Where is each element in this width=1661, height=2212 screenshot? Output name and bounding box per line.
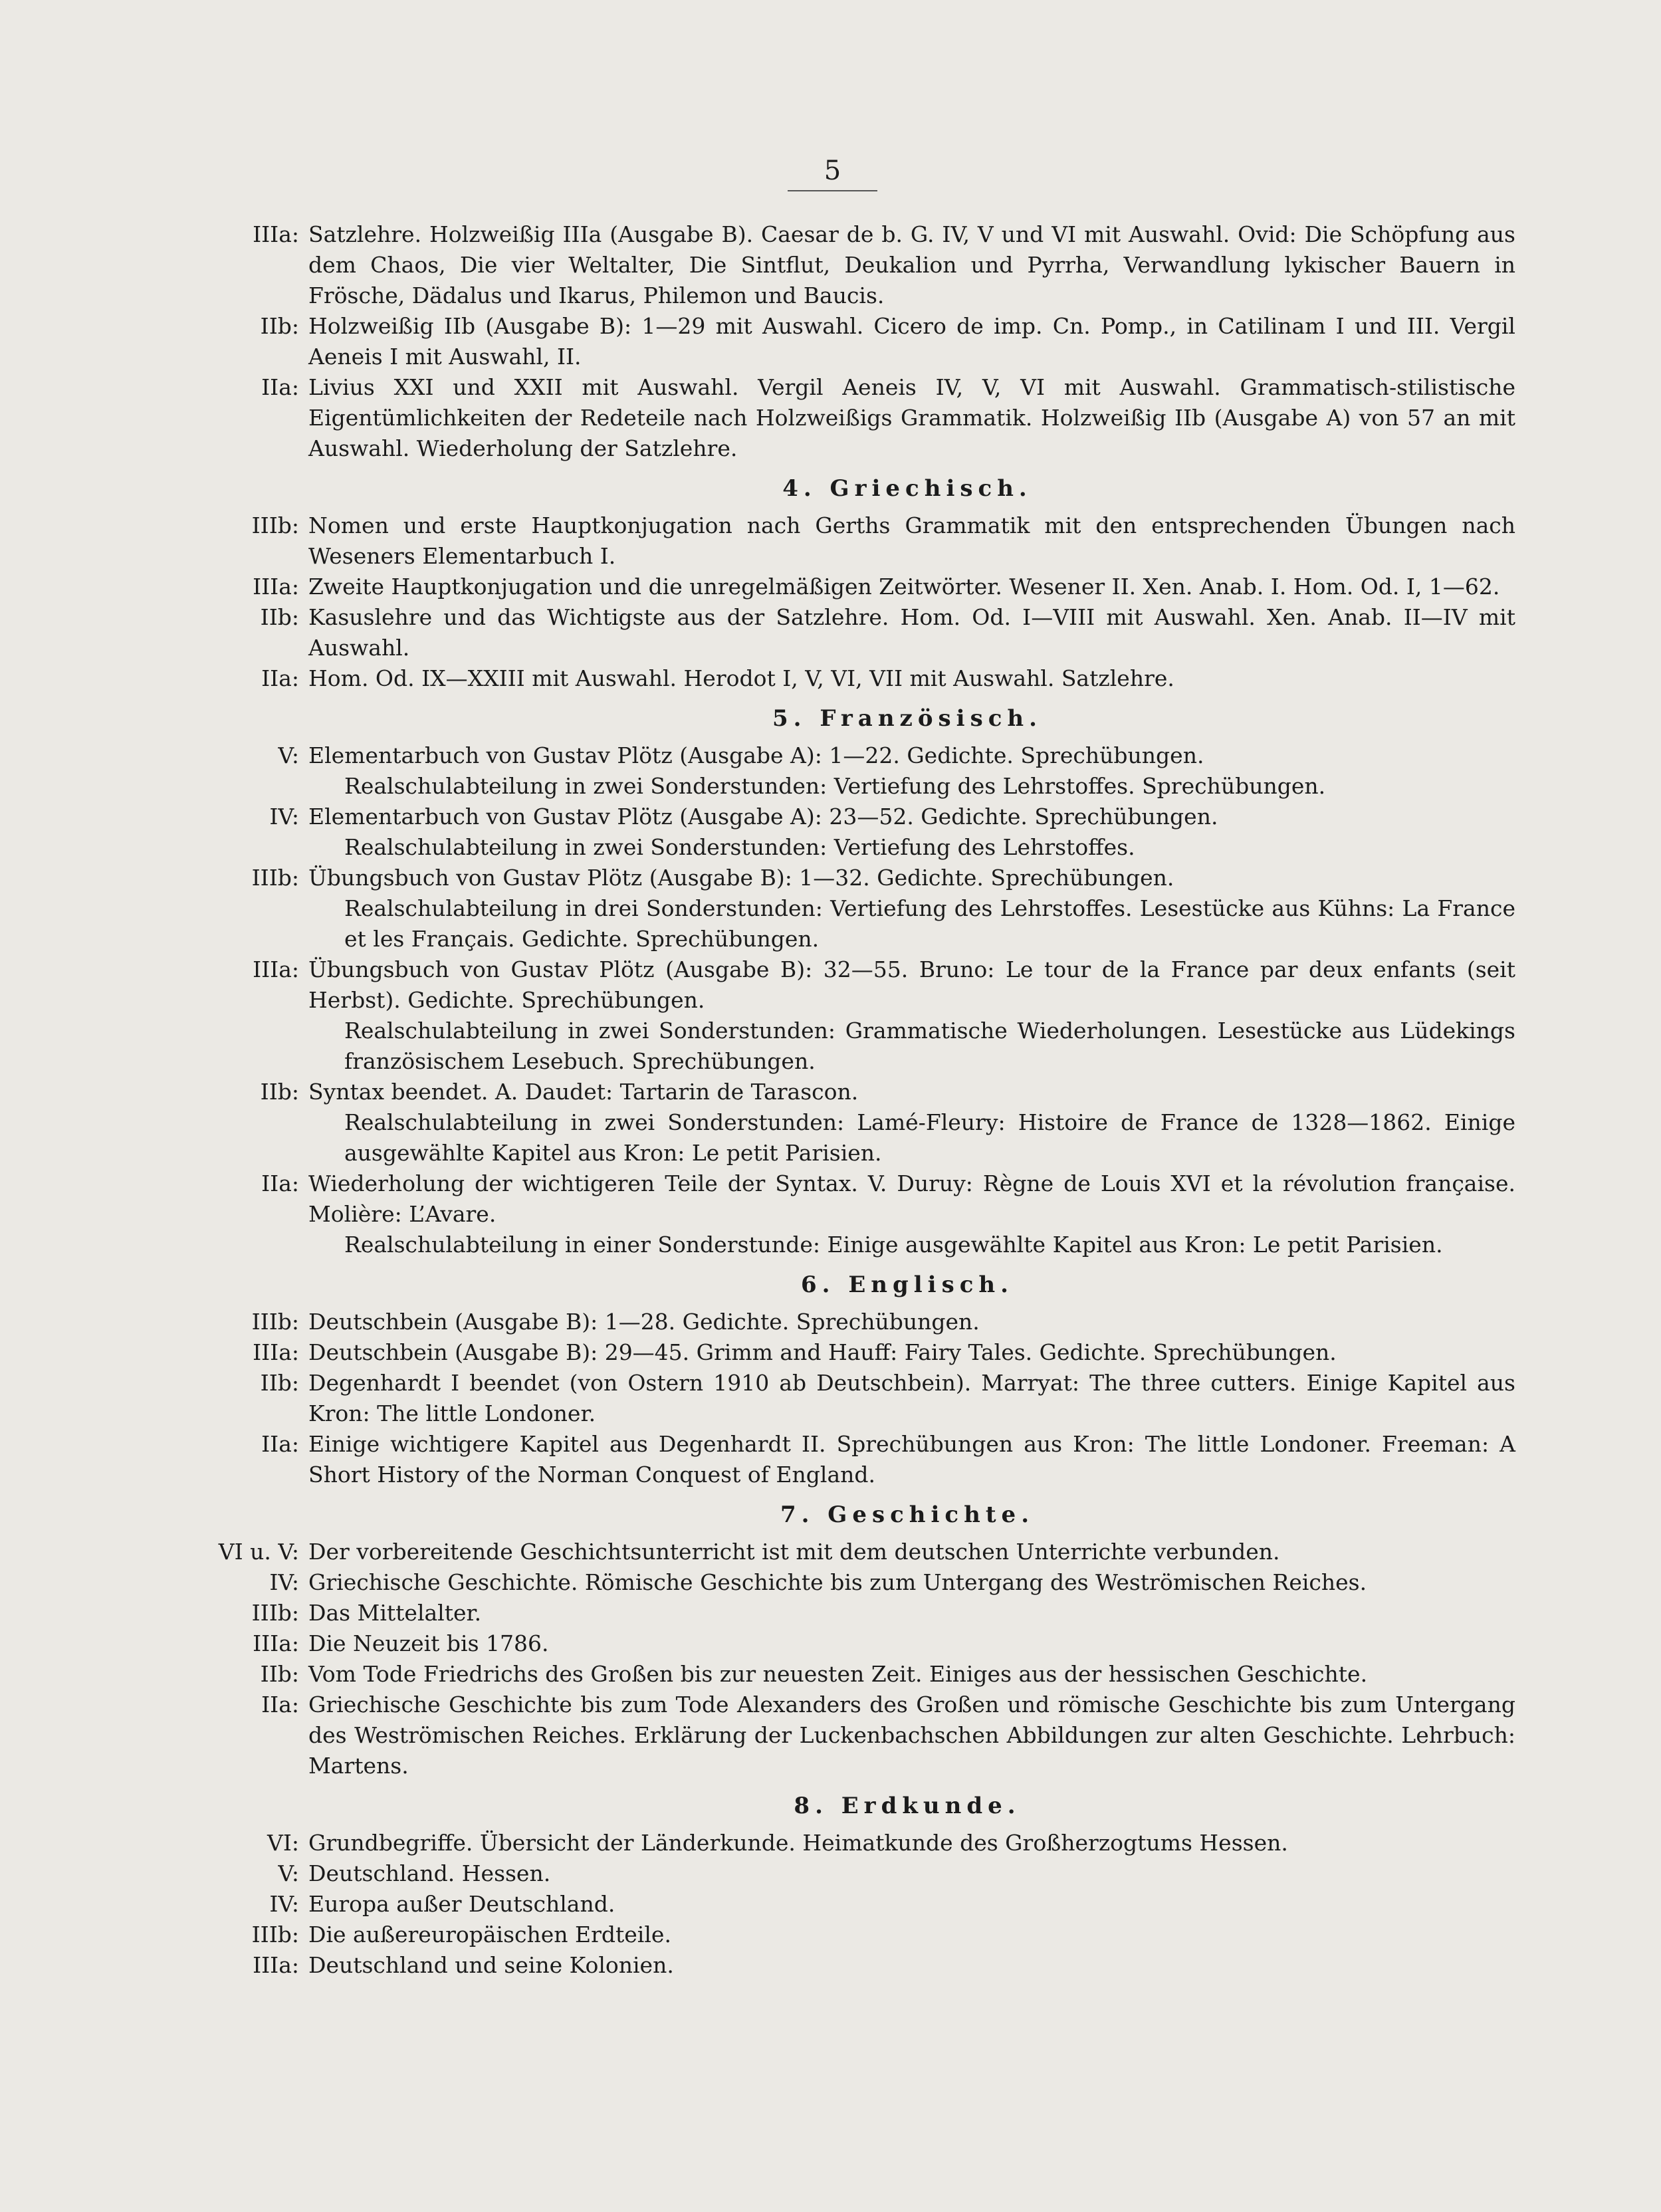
curriculum-entry (166, 602, 1515, 663)
entry-body (299, 1077, 1515, 1168)
class-label: IIb: (260, 604, 299, 630)
entry-text: Deutschbein (Ausgabe B): 1—28. Gedichte. Sprechübungen. (308, 1309, 980, 1335)
entry-subtext: Realschulabteilung in zwei Sonderstunden: Lamé-Fleury: Histoire de France de 1328—1862. Einige ausgewählte Kapitel aus Kron: Le petit Parisien. (344, 1109, 1515, 1166)
entry-text: Elementarbuch von Gustav Plötz (Ausgabe A): 23—52. Gedichte. Sprechübungen. (308, 804, 1218, 830)
entry-text: Hom. Od. IX—XXIII mit Auswahl. Herodot I, V, VI, VII mit Auswahl. Satzlehre. (308, 665, 1174, 691)
section-heading: 7. Geschichte. (780, 1501, 1035, 1528)
class-label: IIb: (260, 1079, 299, 1105)
class-label: IIa: (261, 374, 299, 400)
entry-text: Deutschland und seine Kolonien. (308, 1952, 674, 1978)
section-heading: 5. Französisch. (772, 705, 1042, 732)
class-label: IIIb: (251, 1922, 299, 1947)
curriculum-entry (166, 372, 1515, 464)
entry-subtext: Realschulabteilung in zwei Sonderstunden: Grammatische Wiederholungen. Lesestücke aus Lüdekings französischem Lesebuch. Sprechübungen. (344, 1018, 1515, 1074)
header-rule (788, 190, 877, 191)
entry-body (299, 510, 1515, 572)
class-label: IV: (269, 804, 299, 830)
entry-text: Übungsbuch von Gustav Plötz (Ausgabe B): 1—32. Gedichte. Sprechübungen. (308, 865, 1174, 891)
class-label: IIb: (260, 313, 299, 339)
class-label: IIIa: (253, 221, 299, 247)
curriculum-entry (166, 1168, 1515, 1260)
entry-text: Deutschbein (Ausgabe B): 29—45. Grimm and Hauff: Fairy Tales. Gedichte. Sprechübungen. (308, 1339, 1337, 1365)
entry-text: Die Neuzeit bis 1786. (308, 1630, 549, 1656)
class-label: IIIb: (251, 1309, 299, 1335)
entry-text: Nomen und erste Hauptkonjugation nach Gerths Grammatik mit den entsprechenden Übungen nach Weseners Elementarbuch I. (308, 512, 1515, 569)
class-label: IIIb: (251, 865, 299, 891)
class-label: IIIb: (251, 512, 299, 538)
class-label: IV: (269, 1569, 299, 1595)
curriculum-entry (166, 663, 1515, 694)
entry-body (299, 1368, 1515, 1429)
class-label: IIIa: (253, 1630, 299, 1656)
entry-text: Livius XXI und XXII mit Auswahl. Vergil Aeneis IV, V, VI mit Auswahl. Grammatisch-stilistische Eigentümlichkeiten der Redeteile nach Holzweißigs Grammatik. Holzweißig IIb (Ausgabe A) von 57 an mit Auswahl. Wiederholung der Satzlehre. (308, 374, 1515, 461)
entry-body (299, 1307, 1515, 1337)
curriculum-entry (166, 1307, 1515, 1337)
curriculum-entry (166, 510, 1515, 572)
entry-text: Griechische Geschichte bis zum Tode Alexanders des Großen und römische Geschichte bis zum Untergang des Weströmischen Reiches. Erklärung der Luckenbachschen Abbildungen zur alten Geschichte. Lehrbuch: Martens. (308, 1692, 1515, 1779)
entry-body (299, 802, 1515, 863)
entry-text: Elementarbuch von Gustav Plötz (Ausgabe A): 1—22. Gedichte. Sprechübungen. (308, 742, 1204, 768)
curriculum-entry (166, 740, 1515, 802)
entry-body (299, 740, 1515, 802)
entry-body (299, 1429, 1515, 1490)
entry-text: Kasuslehre und das Wichtigste aus der Satzlehre. Hom. Od. I—VIII mit Auswahl. Xen. Anab. II—IV mit Auswahl. (308, 604, 1515, 661)
curriculum-content (166, 219, 1515, 1981)
entry-text: Die außereuropäischen Erdteile. (308, 1922, 671, 1947)
entry-text: Der vorbereitende Geschichtsunterricht ist mit dem deutschen Unterrichte verbunden. (308, 1539, 1280, 1565)
entry-body (299, 1659, 1515, 1690)
page-number: 5 (824, 156, 841, 186)
curriculum-entry (166, 1598, 1515, 1628)
curriculum-entry (166, 1920, 1515, 1950)
entry-subtext: Realschulabteilung in drei Sonderstunden: Vertiefung des Lehrstoffes. Lesestücke aus Kühns: La France et les Français. Gedichte. Sprechübungen. (344, 895, 1515, 952)
entry-text: Wiederholung der wichtigeren Teile der Syntax. V. Duruy: Règne de Louis XVI et la révolution française. Molière: L’Avare. (308, 1170, 1515, 1227)
class-label: IIa: (261, 1170, 299, 1196)
curriculum-entry (166, 1628, 1515, 1659)
section-heading: 8. Erdkunde. (794, 1793, 1021, 1819)
entry-body (299, 954, 1515, 1077)
entry-body (299, 1628, 1515, 1659)
entry-text: Degenhardt I beendet (von Ostern 1910 ab Deutschbein). Marryat: The three cutters. Einige Kapitel aus Kron: The little Londoner. (308, 1370, 1515, 1426)
class-label: IIa: (261, 665, 299, 691)
class-label: IIIa: (253, 956, 299, 982)
entry-text: Einige wichtigere Kapitel aus Degenhardt II. Sprechübungen aus Kron: The little Londoner. Freeman: A Short History of the Norman Conquest of England. (308, 1431, 1515, 1488)
curriculum-entry (166, 1690, 1515, 1781)
curriculum-entry (166, 802, 1515, 863)
curriculum-entry (166, 1950, 1515, 1981)
curriculum-entry (166, 311, 1515, 372)
curriculum-entry (166, 219, 1515, 311)
curriculum-entry (166, 1828, 1515, 1858)
entry-body (299, 663, 1515, 694)
entry-body (299, 1337, 1515, 1368)
curriculum-entry (166, 1368, 1515, 1429)
entry-body (299, 1537, 1515, 1567)
entry-text: Grundbegriffe. Übersicht der Länderkunde. Heimatkunde des Großherzogtums Hessen. (308, 1830, 1288, 1856)
curriculum-entry (166, 1077, 1515, 1168)
entry-body (299, 1690, 1515, 1781)
entry-body (299, 219, 1515, 311)
entry-body (299, 372, 1515, 464)
entry-body (299, 1168, 1515, 1260)
class-label: VI: (267, 1830, 299, 1856)
entry-body (299, 863, 1515, 954)
entry-body (299, 602, 1515, 663)
entry-body (299, 1567, 1515, 1598)
curriculum-entry (166, 1889, 1515, 1920)
entry-body (299, 1950, 1515, 1981)
curriculum-entry (166, 1567, 1515, 1598)
class-label: VI u. V: (218, 1539, 299, 1565)
entry-subtext: Realschulabteilung in zwei Sonderstunden: Vertiefung des Lehrstoffes. Sprechübungen. (344, 773, 1326, 799)
class-label: IIb: (260, 1661, 299, 1687)
entry-text: Holzweißig IIb (Ausgabe B): 1—29 mit Auswahl. Cicero de imp. Cn. Pomp., in Catilinam I und III. Vergil Aeneis I mit Auswahl, II. (308, 313, 1515, 370)
entry-text: Deutschland. Hessen. (308, 1860, 551, 1886)
curriculum-entry (166, 572, 1515, 602)
entry-body (299, 1889, 1515, 1920)
curriculum-entry (166, 1659, 1515, 1690)
class-label: IIIa: (253, 1339, 299, 1365)
entry-subtext: Realschulabteilung in zwei Sonderstunden: Vertiefung des Lehrstoffes. (344, 834, 1135, 860)
class-label: IIa: (261, 1692, 299, 1717)
curriculum-entry (166, 863, 1515, 954)
entry-body (299, 572, 1515, 602)
curriculum-entry (166, 954, 1515, 1077)
class-label: IIa: (261, 1431, 299, 1457)
class-label: IIb: (260, 1370, 299, 1396)
curriculum-entry (166, 1858, 1515, 1889)
class-label: IIIb: (251, 1600, 299, 1626)
entry-text: Übungsbuch von Gustav Plötz (Ausgabe B): 32—55. Bruno: Le tour de la France par deux enfants (seit Herbst). Gedichte. Sprechübungen. (308, 956, 1515, 1013)
entry-text: Das Mittelalter. (308, 1600, 482, 1626)
entry-text: Syntax beendet. A. Daudet: Tartarin de Tarascon. (308, 1079, 859, 1105)
class-label: V: (278, 1860, 299, 1886)
entry-text: Europa außer Deutschland. (308, 1891, 615, 1917)
class-label: V: (278, 742, 299, 768)
entry-body (299, 311, 1515, 372)
class-label: IIIa: (253, 574, 299, 600)
curriculum-entry (166, 1537, 1515, 1567)
entry-text: Vom Tode Friedrichs des Großen bis zur neuesten Zeit. Einiges aus der hessischen Geschichte. (308, 1661, 1368, 1687)
section-heading: 4. Griechisch. (782, 475, 1032, 502)
entry-body (299, 1598, 1515, 1628)
entry-body (299, 1920, 1515, 1950)
section-heading: 6. Englisch. (801, 1272, 1014, 1298)
curriculum-entry (166, 1337, 1515, 1368)
entry-body (299, 1828, 1515, 1858)
entry-body (299, 1858, 1515, 1889)
curriculum-entry (166, 1429, 1515, 1490)
entry-text: Griechische Geschichte. Römische Geschichte bis zum Untergang des Weströmischen Reiches. (308, 1569, 1367, 1595)
class-label: IIIa: (253, 1952, 299, 1978)
class-label: IV: (269, 1891, 299, 1917)
entry-text: Satzlehre. Holzweißig IIIa (Ausgabe B). Caesar de b. G. IV, V und VI mit Auswahl. Ovid: Die Schöpfung aus dem Chaos, Die vier Weltalter, Die Sintflut, Deukalion und Pyrrha, Verwandlung lykischer Bauern in Frösche, Dädalus und Ikarus, Philemon und Baucis. (308, 221, 1515, 308)
entry-text: Zweite Hauptkonjugation und die unregelmäßigen Zeitwörter. Wesener II. Xen. Anab. I. Hom. Od. I, 1—62. (308, 574, 1500, 600)
entry-subtext: Realschulabteilung in einer Sonderstunde: Einige ausgewählte Kapitel aus Kron: Le petit Parisien. (344, 1232, 1443, 1258)
